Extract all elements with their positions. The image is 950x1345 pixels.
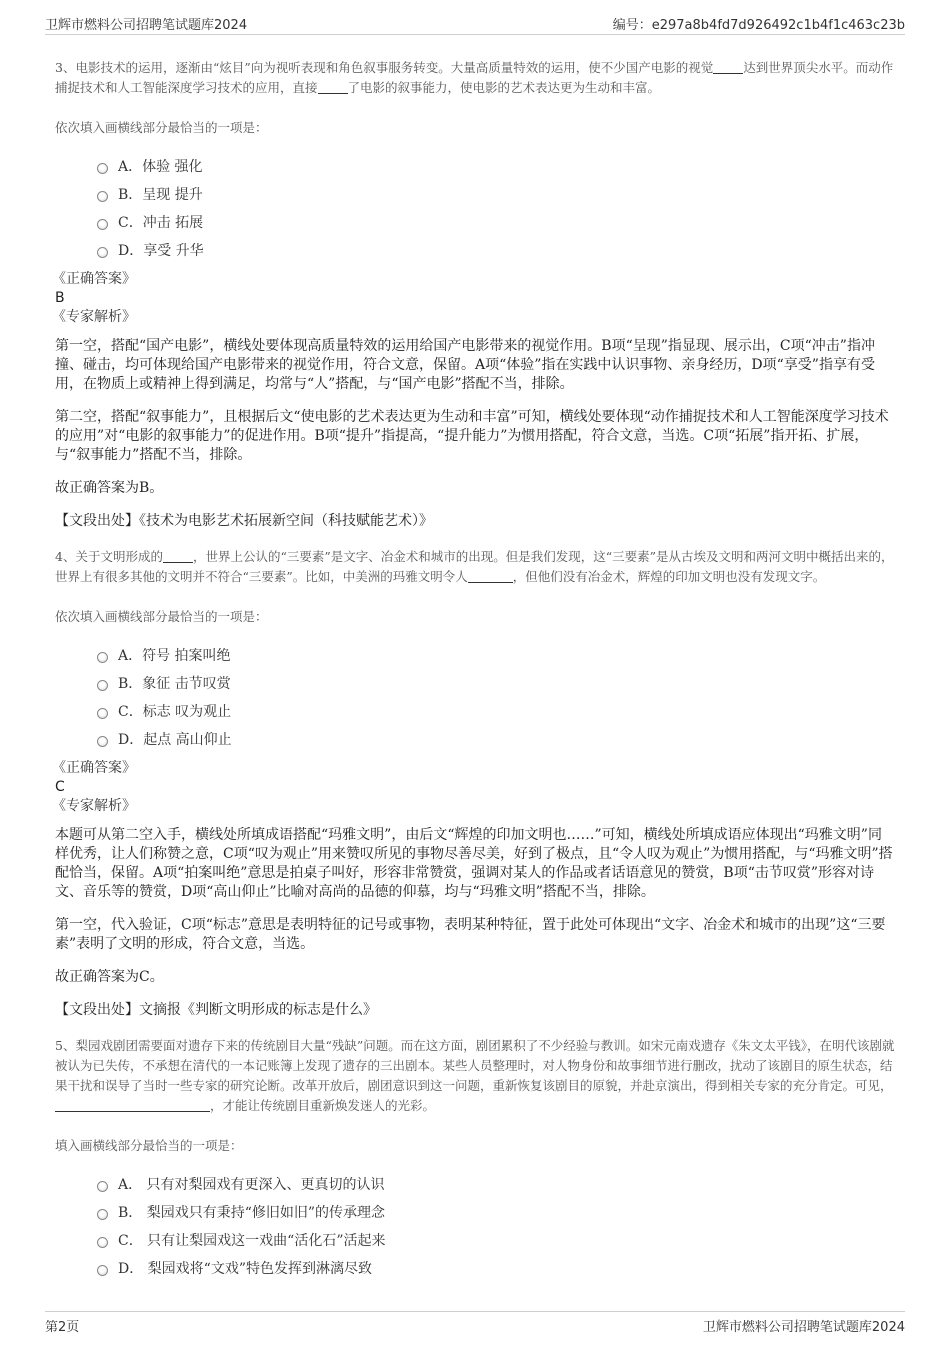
- correct-answer: C: [55, 779, 65, 795]
- radio-button-icon[interactable]: [97, 680, 108, 691]
- question-text: 4、关于文明形成的 ，世界上公认的“三要素”是文字、冶金术和城市的出现。但是我们发现，这“三要素”是从古埃及文明和两河文明中概括出来的，世界上有很多其他的文明并不符合“三要素”。比如，中美洲的玛雅文明令人 ，但他们没有冶金术，辉煌的印加文明也没有发现文字。: [55, 549, 894, 584]
- header-doc-id: 编号：e297a8b4fd7d926492c1b4f1c463c23b: [612, 18, 905, 33]
- analysis-conclusion: 故正确答案为B。: [55, 480, 164, 496]
- radio-button-icon[interactable]: [97, 1265, 108, 1276]
- answer-label: 《正确答案》: [52, 760, 136, 776]
- question-prompt: 依次填入画横线部分最恰当的一项是：: [55, 120, 268, 135]
- radio-button-icon[interactable]: [97, 163, 108, 174]
- radio-button-icon[interactable]: [97, 652, 108, 663]
- analysis-label: 《专家解析》: [52, 798, 136, 814]
- analysis-paragraph: 本题可从第二空入手，横线处所填成语搭配“玛雅文明”，由后文“辉煌的印加文明也……”可知，横线处所填成语应体现出“玛雅文明”同样优秀，让人们称赞之意，C项“叹为观止”用来赞叹所见的事物尽善尽美，好到了极点，且“令人叹为观止”为惯用搭配，与“玛雅文明”搭配恰当，保留。A项“拍案叫绝”意思是拍桌子叫好，形容非常赞赏，强调对某人的作品或者话语意见的赞赏，B项“击节叹赏”形容对诗文、音乐等的赞赏，D项“高山仰止”比喻对高尚的品德的仰慕，均与“玛雅文明”搭配不当，排除。: [55, 827, 893, 900]
- option-a[interactable]: A．符号 拍案叫绝: [97, 641, 895, 669]
- question-text: 3、电影技术的运用，逐渐由“炫目”向为视听表现和角色叙事服务转变。大量高质量特效的运用，使不少国产电影的视觉 达到世界顶尖水平。而动作捕捉技术和人工智能深度学习技术的应用，直接 了电影的叙事能力，使电影的艺术表达更为生动和丰富。: [55, 60, 894, 95]
- option-c[interactable]: C．标志 叹为观止: [97, 697, 895, 725]
- option-a[interactable]: A． 只有对梨园戏有更深入、更真切的认识: [97, 1170, 895, 1198]
- answer-blank: [318, 79, 348, 94]
- question-3: [52, 58, 895, 531]
- page-number: 第2页: [45, 1320, 80, 1335]
- analysis-paragraph: 第一空，代入验证，C项“标志”意思是表明特征的记号或事物，表明某种特征，置于此处可体现出“文字、冶金术和城市的出现”这“三要素”表明了文明的形成，符合文意，当选。: [55, 917, 886, 952]
- radio-button-icon[interactable]: [97, 191, 108, 202]
- radio-button-icon[interactable]: [97, 1181, 108, 1192]
- footer-title: 卫辉市燃料公司招聘笔试题库2024: [702, 1320, 905, 1335]
- page-content: [52, 58, 895, 1282]
- radio-button-icon[interactable]: [97, 219, 108, 230]
- question-prompt: 填入画横线部分最恰当的一项是：: [55, 1138, 243, 1153]
- option-b[interactable]: B．象征 击节叹赏: [97, 669, 895, 697]
- option-d[interactable]: D． 梨园戏将“文戏”特色发挥到淋漓尽致: [97, 1254, 895, 1282]
- page-footer: [45, 1311, 905, 1334]
- option-a[interactable]: A．体验 强化: [97, 152, 895, 180]
- analysis-paragraph: 第二空，搭配“叙事能力”，且根据后文“使电影的艺术表达更为生动和丰富”可知，横线处要体现“动作捕捉技术和人工智能深度学习技术的应用”对“电影的叙事能力”的促进作用。B项“提升”指提高，“提升能力”为惯用搭配，符合文意，当选。C项“拓展”指开拓、扩展，与“叙事能力”搭配不当，排除。: [55, 409, 889, 463]
- option-list: [97, 1170, 895, 1282]
- option-b[interactable]: B．呈现 提升: [97, 180, 895, 208]
- analysis-paragraph: 第一空，搭配“国产电影”，横线处要体现高质量特效的运用给国产电影带来的视觉作用。B项“呈现”指显现、展示出，C项“冲击”指冲撞、碰击，均可体现给国产电影带来的视觉作用，符合文意，保留。A项“体验”指在实践中认识事物、亲身经历，D项“享受”指享有受用，在物质上或精神上得到满足，均常与“人”搭配，与“国产电影”搭配不当，排除。: [55, 338, 875, 392]
- question-5: [55, 1036, 895, 1282]
- option-d[interactable]: D．享受 升华: [97, 236, 895, 264]
- answer-blank: [163, 548, 193, 563]
- analysis-label: 《专家解析》: [52, 309, 136, 325]
- radio-button-icon[interactable]: [97, 736, 108, 747]
- option-c[interactable]: C．冲击 拓展: [97, 208, 895, 236]
- option-c[interactable]: C． 只有让梨园戏这一戏曲“活化石”活起来: [97, 1226, 895, 1254]
- answer-label: 《正确答案》: [52, 271, 136, 287]
- page-header: [45, 12, 905, 35]
- option-list: [97, 641, 895, 753]
- answer-blank: [468, 568, 513, 583]
- answer-blank: [55, 1097, 210, 1112]
- radio-button-icon[interactable]: [97, 708, 108, 719]
- option-list: [97, 152, 895, 264]
- correct-answer: B: [55, 290, 65, 306]
- header-title: 卫辉市燃料公司招聘笔试题库2024: [45, 18, 248, 33]
- option-d[interactable]: D．起点 高山仰止: [97, 725, 895, 753]
- analysis-conclusion: 故正确答案为C。: [55, 969, 164, 985]
- option-b[interactable]: B． 梨园戏只有秉持“修旧如旧”的传承理念: [97, 1198, 895, 1226]
- question-4: [52, 547, 895, 1020]
- source-citation: 【文段出处】《技术为电影艺术拓展新空间（科技赋能艺术）》: [55, 513, 433, 529]
- source-citation: 【文段出处】文摘报《判断文明形成的标志是什么》: [55, 1002, 377, 1018]
- radio-button-icon[interactable]: [97, 247, 108, 258]
- radio-button-icon[interactable]: [97, 1237, 108, 1248]
- question-text: 5、梨园戏剧团需要面对遗存下来的传统剧目大量“残缺”问题。而在这方面，剧团累积了不少经验与教训。如宋元南戏遗存《朱文太平钱》，在明代该剧就被认为已失传，不承想在清代的一本记账簿上发现了遗存的三出剧本。某些人员整理时，对人物身份和故事细节进行删改，扰动了该剧目的原生状态，结果干扰和误导了当时一些专家的研究论断。改革开放后，剧团意识到这一问题，重新恢复该剧目的原貌，并赴京演出，得到相关专家的充分肯定。可见，，才能让传统剧目重新焕发迷人的光彩。: [55, 1038, 895, 1113]
- question-prompt: 依次填入画横线部分最恰当的一项是：: [55, 609, 268, 624]
- radio-button-icon[interactable]: [97, 1209, 108, 1220]
- answer-blank: [713, 59, 743, 74]
